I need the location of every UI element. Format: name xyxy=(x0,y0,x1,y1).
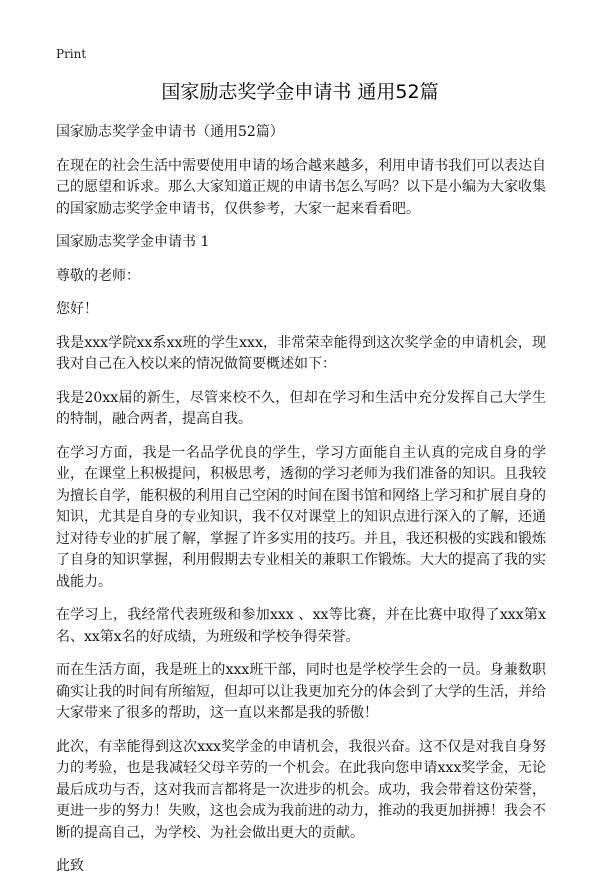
document-subtitle: 国家励志奖学金申请书（通用52篇） xyxy=(56,124,284,140)
body-paragraph: 而在生活方面，我是班上的xxx班干部，同时也是学校学生会的一员。身兼数职确实让我的时间有所缩短，但却可以让我更加充分的体会到了大学的生活，并给大家带来了很多的帮助，这一直以来都是我的骄傲！ xyxy=(56,662,546,721)
document-title: 国家励志奖学金申请书 通用52篇 xyxy=(161,81,439,103)
document-body xyxy=(56,122,546,890)
salutation: 尊敬的老师： xyxy=(56,267,140,284)
intro-paragraph: 在现在的社会生活中需要使用申请的场合越来越多，利用申请书我们可以表达自己的愿望和诉求。那么大家知道正规的申请书怎么写吗？以下是小编为大家收集的国家励志奖学金申请书，仅供参考，大家一起来看看吧。 xyxy=(56,157,546,217)
greeting: 您好！ xyxy=(56,301,98,317)
body-paragraph: 在学习上，我经常代表班级和参加xxx 、xx等比赛，并在比赛中取得了xxx第x名、xx第x名的好成绩，为班级和学校争得荣誉。 xyxy=(56,607,546,645)
closing-line: 此致 xyxy=(56,858,84,874)
body-paragraph: 我是xxx学院xx系xx班的学生xxx，非常荣幸能得到这次奖学金的申请机会，现我对自己在入校以来的情况做简要概述如下： xyxy=(56,334,546,372)
print-label: Print xyxy=(56,47,87,61)
body-paragraph: 此次，有幸能得到这次xxx奖学金的申请机会，我很兴奋。这不仅是对我自身努力的考验，也是我减轻父母辛劳的一个机会。在此我向您申请xxx奖学金，无论最后成功与否，这对我而言都将是一次进步的机会。成功，我会带着这份荣誉，更进一步的努力！失败，这也会成为我前进的动力，推动的我更加拼搏！我会不断的提高自己，为学校、为社会做出更大的贡献。 xyxy=(56,738,546,841)
body-paragraph: 我是20xx届的新生，尽管来校不久，但却在学习和生活中充分发挥自己大学生的特制，融合两者，提高自我。 xyxy=(56,389,546,427)
body-paragraph: 在学习方面，我是一名品学优良的学生，学习方面能自主认真的完成自身的学业，在课堂上积极提问，积极思考，透彻的学习老师为我们准备的知识。且我较为擅长自学，能积极的利用自己空闲的时间在图书馆和网络上学习和扩展自身的知识，尤其是自身的专业知识，我不仅对课堂上的知识点进行深入的了解，还通过对待专业的扩展了解，掌握了许多实用的技巧。并且，我还积极的实践和锻炼了自身的知识掌握，利用假期去专业相关的兼职工作锻炼。大大的提高了我的实战能力。 xyxy=(56,444,546,590)
section-heading: 国家励志奖学金申请书 1 xyxy=(56,234,210,250)
